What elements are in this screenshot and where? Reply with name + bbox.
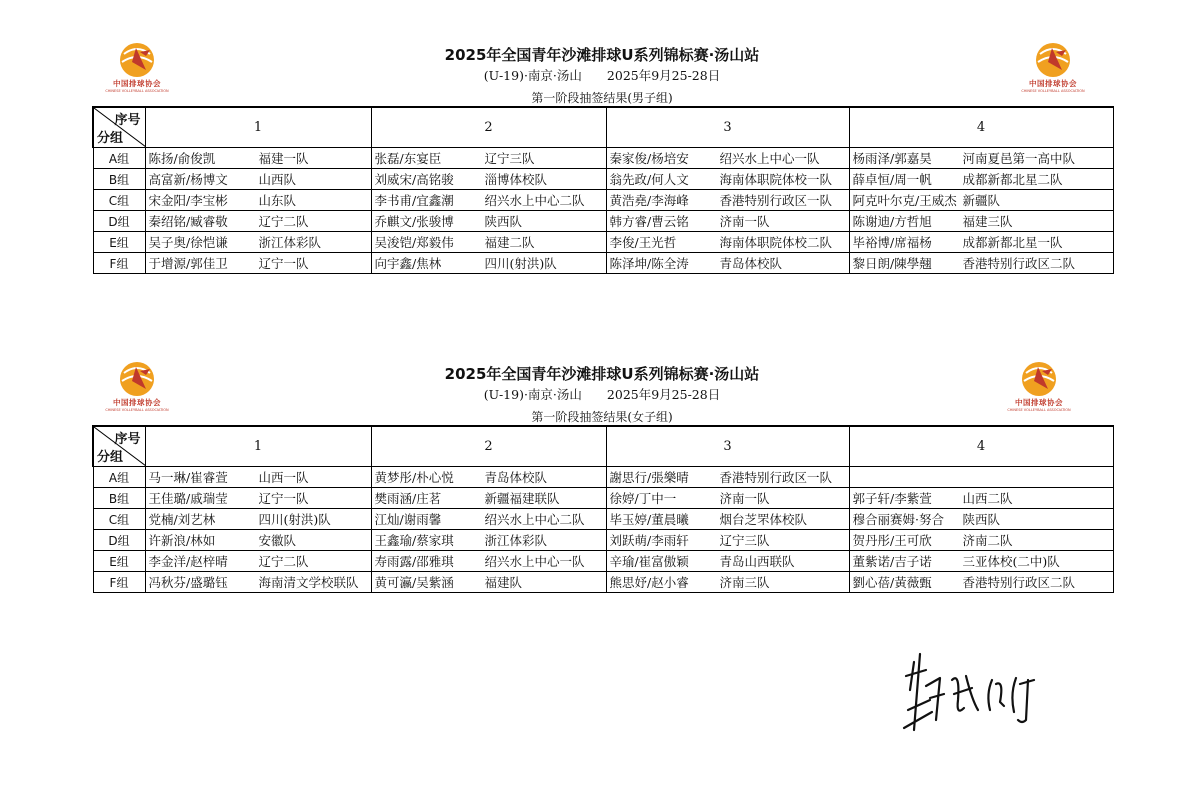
team-cell bbox=[371, 190, 606, 211]
player-pair: 王佳璐/戚瑞莹 bbox=[148, 491, 228, 506]
player-pair: 穆合丽赛姆·努合 bbox=[852, 512, 944, 527]
group-label: D组 bbox=[93, 211, 145, 232]
team-name: 福建队 bbox=[484, 575, 523, 590]
team-name: 四川(射洪)队 bbox=[258, 512, 331, 527]
team-name: 福建二队 bbox=[484, 235, 535, 250]
team-name: 青岛体校队 bbox=[484, 470, 548, 485]
group-label: C组 bbox=[93, 190, 145, 211]
team-cell bbox=[606, 232, 849, 253]
team-cell bbox=[145, 190, 371, 211]
logo-text: 中国排球协会 bbox=[1015, 398, 1063, 407]
team-cell bbox=[145, 253, 371, 274]
player-pair: 毕玉婷/董晨曦 bbox=[609, 512, 689, 527]
team-cell bbox=[849, 572, 1113, 593]
column-header: 1 bbox=[145, 426, 371, 467]
player-pair: 于增源/郭佳卫 bbox=[148, 256, 228, 271]
team-cell bbox=[606, 253, 849, 274]
men-draw-section bbox=[92, 40, 1112, 271]
player-pair: 黎日朗/陳學翹 bbox=[852, 256, 932, 271]
team-cell bbox=[371, 488, 606, 509]
team-cell bbox=[849, 509, 1113, 530]
player-pair: 马一琳/崔睿萱 bbox=[148, 470, 228, 485]
team-cell bbox=[606, 509, 849, 530]
team-cell bbox=[145, 551, 371, 572]
team-name: 河南夏邑第一高中队 bbox=[962, 151, 1076, 166]
team-name: 辽宁一队 bbox=[258, 256, 309, 271]
player-pair: 熊思妤/赵小睿 bbox=[609, 575, 689, 590]
team-cell bbox=[606, 169, 849, 190]
phase-title: 第一阶段抽签结果(女子组) bbox=[531, 410, 673, 424]
player-pair: 贺丹彤/王可欣 bbox=[852, 533, 932, 548]
team-cell bbox=[371, 530, 606, 551]
team-cell bbox=[371, 169, 606, 190]
logo-subtext: CHINESE VOLLEYBALL ASSOCIATION bbox=[1007, 408, 1071, 412]
player-pair: 秦家俊/杨培安 bbox=[609, 151, 689, 166]
event-title: 2025年全国青年沙滩排球U系列锦标赛·汤山站 bbox=[444, 46, 760, 64]
team-cell bbox=[849, 190, 1113, 211]
group-label: E组 bbox=[93, 551, 145, 572]
player-pair: 许新浪/林如 bbox=[148, 533, 216, 548]
team-cell bbox=[145, 211, 371, 232]
team-name: 绍兴水上中心二队 bbox=[484, 512, 585, 527]
team-cell bbox=[849, 530, 1113, 551]
logo-subtext: CHINESE VOLLEYBALL ASSOCIATION bbox=[105, 89, 169, 93]
player-pair: 翁先政/何人文 bbox=[609, 172, 689, 187]
player-pair: 刘威宋/高铭骏 bbox=[374, 172, 454, 187]
team-name: 济南一队 bbox=[719, 214, 770, 229]
player-pair: 劉心蓓/黃薇甄 bbox=[852, 575, 932, 590]
logo-text: 中国排球协会 bbox=[1029, 79, 1077, 88]
team-name: 青岛山西联队 bbox=[719, 554, 795, 569]
team-cell bbox=[371, 148, 606, 169]
team-name: 山东队 bbox=[258, 193, 297, 208]
team-cell bbox=[606, 190, 849, 211]
team-cell bbox=[371, 551, 606, 572]
player-pair: 吴浚铠/郑毅伟 bbox=[374, 235, 454, 250]
corner-label-group: 分组 bbox=[97, 131, 124, 146]
team-cell bbox=[371, 211, 606, 232]
group-label: F组 bbox=[93, 572, 145, 593]
team-name: 浙江体彩队 bbox=[258, 235, 322, 250]
group-label: F组 bbox=[93, 253, 145, 274]
corner-label-number: 序号 bbox=[114, 432, 141, 447]
team-cell bbox=[849, 467, 1113, 488]
team-name: 新疆队 bbox=[962, 193, 1001, 208]
team-cell bbox=[371, 467, 606, 488]
team-name: 济南二队 bbox=[962, 533, 1013, 548]
team-name: 四川(射洪)队 bbox=[484, 256, 557, 271]
team-name: 新疆福建联队 bbox=[484, 491, 560, 506]
player-pair: 毕裕博/席福杨 bbox=[852, 235, 932, 250]
team-cell bbox=[606, 467, 849, 488]
player-pair: 樊雨涵/庄茗 bbox=[374, 491, 442, 506]
phase-title: 第一阶段抽签结果(男子组) bbox=[531, 91, 673, 105]
event-subtitle: (U-19)·南京·汤山 2025年9月25-28日 bbox=[483, 387, 721, 402]
logo-subtext: CHINESE VOLLEYBALL ASSOCIATION bbox=[105, 408, 169, 412]
player-pair: 徐婷/丁中一 bbox=[609, 491, 677, 506]
player-pair: 寿雨露/邵雅琪 bbox=[374, 554, 454, 569]
team-name: 香港特别行政区二队 bbox=[962, 575, 1076, 590]
player-pair: 高富新/杨博文 bbox=[148, 172, 228, 187]
team-name: 济南三队 bbox=[719, 575, 770, 590]
team-name: 辽宁二队 bbox=[258, 554, 309, 569]
column-header: 3 bbox=[606, 426, 849, 467]
group-label: E组 bbox=[93, 232, 145, 253]
player-pair: 陈泽坤/陈全涛 bbox=[609, 256, 689, 271]
team-cell bbox=[145, 148, 371, 169]
draw-table bbox=[92, 425, 1114, 593]
team-name: 绍兴水上中心一队 bbox=[719, 151, 820, 166]
table-row bbox=[93, 253, 1113, 274]
team-cell bbox=[371, 232, 606, 253]
player-pair: 阿克叶尔克/王威杰 bbox=[852, 193, 957, 208]
team-name: 陕西队 bbox=[484, 214, 523, 229]
team-cell bbox=[849, 551, 1113, 572]
section-header bbox=[92, 40, 1112, 271]
team-name: 辽宁三队 bbox=[484, 151, 535, 166]
team-cell bbox=[606, 148, 849, 169]
team-cell bbox=[145, 530, 371, 551]
table-row bbox=[93, 169, 1113, 190]
table-row bbox=[93, 467, 1113, 488]
table-row bbox=[93, 551, 1113, 572]
logo-subtext: CHINESE VOLLEYBALL ASSOCIATION bbox=[1021, 89, 1085, 93]
team-name: 淄博体校队 bbox=[484, 172, 548, 187]
team-name: 绍兴水上中心一队 bbox=[484, 554, 585, 569]
team-name: 福建三队 bbox=[962, 214, 1013, 229]
player-pair: 秦绍铭/臧睿敬 bbox=[148, 214, 228, 229]
team-cell bbox=[849, 232, 1113, 253]
column-header: 1 bbox=[145, 107, 371, 148]
table-row bbox=[93, 530, 1113, 551]
team-name: 陕西队 bbox=[962, 512, 1001, 527]
player-pair: 黄可瀛/吴紫涵 bbox=[374, 575, 454, 590]
player-pair: 李书甫/宜鑫潮 bbox=[374, 193, 454, 208]
player-pair: 张磊/东宴臣 bbox=[374, 151, 442, 166]
team-cell bbox=[606, 572, 849, 593]
team-cell bbox=[606, 530, 849, 551]
draw-table bbox=[92, 106, 1114, 274]
team-name: 海南体职院体校二队 bbox=[719, 235, 833, 250]
column-header: 2 bbox=[371, 426, 606, 467]
player-pair: 董紫诺/吉子诺 bbox=[852, 554, 932, 569]
table-row bbox=[93, 572, 1113, 593]
handwritten-signature bbox=[900, 650, 1060, 740]
player-pair: 江灿/谢雨馨 bbox=[374, 512, 442, 527]
women-draw-section bbox=[92, 359, 1112, 590]
team-cell bbox=[606, 211, 849, 232]
team-name: 烟台芝罘体校队 bbox=[719, 512, 808, 527]
player-pair: 黄梦彤/朴心悦 bbox=[374, 470, 454, 485]
team-name: 山西队 bbox=[258, 172, 297, 187]
team-name: 辽宁一队 bbox=[258, 491, 309, 506]
team-name: 山西一队 bbox=[258, 470, 309, 485]
player-pair: 薛卓恒/周一帆 bbox=[852, 172, 932, 187]
team-name: 福建一队 bbox=[258, 151, 309, 166]
section-header bbox=[92, 359, 1112, 590]
team-name: 海南体职院体校一队 bbox=[719, 172, 833, 187]
team-name: 三亚体校(二中)队 bbox=[962, 554, 1060, 569]
team-cell bbox=[849, 211, 1113, 232]
team-cell bbox=[145, 572, 371, 593]
team-cell bbox=[145, 232, 371, 253]
group-label: A组 bbox=[93, 148, 145, 169]
table-row bbox=[93, 488, 1113, 509]
team-cell bbox=[849, 148, 1113, 169]
team-name: 绍兴水上中心二队 bbox=[484, 193, 585, 208]
player-pair: 陈谢迪/方哲旭 bbox=[852, 214, 932, 229]
team-name: 成都新都北星一队 bbox=[962, 235, 1063, 250]
player-pair: 郭子轩/李紫萱 bbox=[852, 491, 932, 506]
team-name: 浙江体彩队 bbox=[484, 533, 548, 548]
player-pair: 党楠/刘艺林 bbox=[148, 512, 216, 527]
group-label: C组 bbox=[93, 509, 145, 530]
table-row bbox=[93, 509, 1113, 530]
player-pair: 杨雨泽/郭嘉昊 bbox=[852, 151, 932, 166]
group-label: D组 bbox=[93, 530, 145, 551]
team-cell bbox=[371, 253, 606, 274]
column-header: 3 bbox=[606, 107, 849, 148]
team-name: 济南一队 bbox=[719, 491, 770, 506]
team-name: 香港特别行政区二队 bbox=[962, 256, 1076, 271]
player-pair: 謝思行/張樂晴 bbox=[609, 470, 689, 485]
team-name: 香港特别行政区一队 bbox=[719, 193, 833, 208]
table-row bbox=[93, 190, 1113, 211]
column-header: 2 bbox=[371, 107, 606, 148]
player-pair: 韩方睿/曹云铭 bbox=[609, 214, 689, 229]
player-pair: 黄浩堯/李海峰 bbox=[609, 193, 689, 208]
table-corner bbox=[93, 107, 145, 148]
team-cell bbox=[849, 169, 1113, 190]
player-pair: 冯秋芬/盛璐钰 bbox=[148, 575, 228, 590]
corner-label-group: 分组 bbox=[97, 450, 124, 465]
player-pair: 王鑫瑜/蔡家琪 bbox=[374, 533, 454, 548]
team-cell bbox=[145, 169, 371, 190]
team-name: 安徽队 bbox=[258, 533, 297, 548]
corner-label-number: 序号 bbox=[114, 113, 141, 128]
player-pair: 吴子奥/徐恺谦 bbox=[148, 235, 228, 250]
team-cell bbox=[606, 488, 849, 509]
team-name: 山西二队 bbox=[962, 491, 1013, 506]
player-pair: 乔麒文/张骏博 bbox=[374, 214, 454, 229]
logo-text: 中国排球协会 bbox=[113, 79, 161, 88]
team-name: 香港特别行政区一队 bbox=[719, 470, 833, 485]
logo-text: 中国排球协会 bbox=[113, 398, 161, 407]
team-cell bbox=[145, 467, 371, 488]
team-name: 辽宁三队 bbox=[719, 533, 770, 548]
group-label: B组 bbox=[93, 488, 145, 509]
team-cell bbox=[145, 509, 371, 530]
table-row bbox=[93, 148, 1113, 169]
column-header: 4 bbox=[849, 107, 1113, 148]
team-name: 辽宁二队 bbox=[258, 214, 309, 229]
player-pair: 辛瑜/崔富傲颖 bbox=[609, 554, 689, 569]
team-cell bbox=[606, 551, 849, 572]
event-title: 2025年全国青年沙滩排球U系列锦标赛·汤山站 bbox=[444, 365, 760, 383]
team-cell bbox=[371, 509, 606, 530]
column-header: 4 bbox=[849, 426, 1113, 467]
team-cell bbox=[849, 488, 1113, 509]
team-cell bbox=[145, 488, 371, 509]
team-cell bbox=[849, 253, 1113, 274]
player-pair: 宋金阳/李宝彬 bbox=[148, 193, 228, 208]
player-pair: 李俊/王光哲 bbox=[609, 235, 677, 250]
player-pair: 刘跃萌/李雨轩 bbox=[609, 533, 689, 548]
player-pair: 李金洋/赵梓晴 bbox=[148, 554, 228, 569]
table-row bbox=[93, 232, 1113, 253]
team-name: 成都新都北星二队 bbox=[962, 172, 1063, 187]
event-subtitle: (U-19)·南京·汤山 2025年9月25-28日 bbox=[483, 68, 721, 83]
team-cell bbox=[371, 572, 606, 593]
team-name: 青岛体校队 bbox=[719, 256, 783, 271]
group-label: A组 bbox=[93, 467, 145, 488]
player-pair: 向宇鑫/焦林 bbox=[374, 256, 442, 271]
table-row bbox=[93, 211, 1113, 232]
group-label: B组 bbox=[93, 169, 145, 190]
table-corner bbox=[93, 426, 145, 467]
player-pair: 陈扬/俞俊凯 bbox=[148, 151, 216, 166]
team-name: 海南清文学校联队 bbox=[258, 575, 359, 590]
